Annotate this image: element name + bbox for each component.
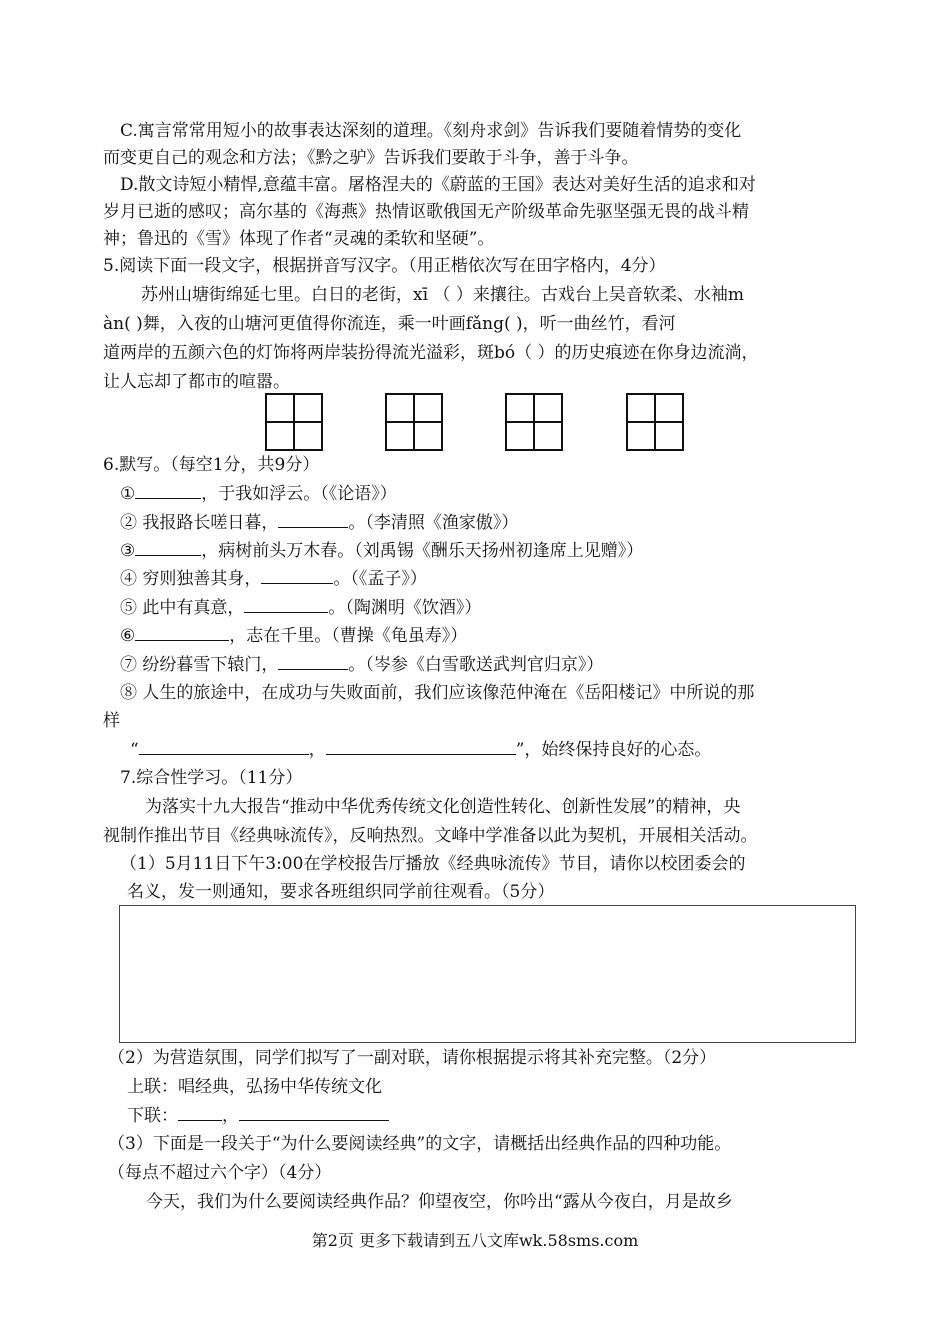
q6-item-3-suffix: ，病树前头万木春。（刘禹锡《酬乐天扬州初逢席上见赠》） (201, 541, 644, 561)
q7-sub1-line1: （1）5月11日下午3:00在学校报告厅播放《经典咏流传》节目，请你以校团委会的 (120, 854, 746, 874)
q6-item-3 (120, 538, 643, 564)
q5-paragraph-line3: 道两岸的五颜六色的灯饰将两岸装扮得流光溢彩，斑bó（ ）的历史痕迹在你身边流淌， (103, 343, 759, 363)
q6-item-7-prefix: ⑦ 纷纷暮雪下辕门， (120, 655, 279, 675)
page-footer: 第2页 更多下载请到五八文库wk.58sms.com (311, 1231, 639, 1250)
tianzige-box-1[interactable] (265, 393, 323, 451)
couplet-lower-comma: ， (222, 1106, 239, 1126)
q6-item-1-prefix: ① (120, 484, 136, 504)
q5-paragraph-line2: àn( )舞，入夜的山塘河更值得你流连，乘一叶画fǎng( )，听一曲丝竹，看河 (103, 314, 676, 334)
q7-intro-line2: 视制作推出节目《经典咏流传》，反响热烈。文峰中学准备以此为契机，开展相关活动。 (103, 826, 758, 846)
tianzige-box-3[interactable] (505, 393, 563, 451)
q6-item-4-prefix: ④ 穷则独善其身， (120, 569, 262, 589)
q7-sub3-line2: （每点不超过六个字）（4分） (108, 1163, 332, 1183)
q6-blank-2[interactable] (278, 510, 348, 528)
q6-blank-3[interactable] (135, 538, 201, 556)
couplet-blank-2[interactable] (239, 1103, 389, 1121)
q6-item-3-prefix: ③ (120, 541, 136, 561)
q6-item-1-suffix: ，于我如浮云。（《论语》） (201, 484, 397, 504)
couplet-upper: 上联：唱经典，弘扬中华传统文化 (127, 1077, 382, 1097)
q7-sub3-passage: 今天，我们为什么要阅读经典作品？仰望夜空，你吟出“露从今夜白，月是故乡 (146, 1192, 733, 1212)
couplet-lower-label: 下联： (127, 1106, 178, 1126)
couplet-blank-1[interactable] (178, 1103, 222, 1121)
q6-blank-5[interactable] (244, 595, 328, 613)
q6-item-7-suffix: 。（岑参《白雪歌送武判官归京》） (348, 655, 604, 675)
q7-sub1-line2: 名义，发一则通知，要求各班组织同学前往观看。（5分） (127, 882, 555, 902)
q4-option-d-line2: 岁月已逝的感叹；高尔基的《海燕》热情讴歌俄国无产阶级革命先驱坚强无畏的战斗精 (103, 202, 749, 222)
q4-option-d-line3: 神；鲁迅的《雪》体现了作者“灵魂的柔软和坚硬”。 (103, 229, 495, 249)
q5-paragraph-line1: 苏州山塘街绵延七里。白日的老街，xī （ ）来攘往。古戏台上吴音软柔、水袖m (141, 285, 744, 305)
q6-title: 6.默写。（每空1分，共9分） (103, 455, 320, 475)
q6-blank-8b[interactable] (326, 737, 516, 755)
q6-item-2-prefix: ② 我报路长嗟日暮， (120, 513, 279, 533)
q6-item-1 (120, 481, 397, 507)
q4-option-c-line2: 而变更自己的观念和方法；《黔之驴》告诉我们要敢于斗争，善于斗争。 (103, 148, 639, 168)
q6-item-5-prefix: ⑤ 此中有真意， (120, 598, 245, 618)
q6-item-8-close: ”，始终保持良好的心态。 (515, 740, 712, 760)
q6-item-8-line2: 样 (103, 711, 120, 731)
couplet-lower (127, 1103, 389, 1129)
q4-option-c-line1: C.寓言常常用短小的故事表达深刻的道理。《刻舟求剑》告诉我们要随着情势的变化 (120, 121, 742, 141)
q7-sub2-title: （2）为营造氛围，同学们拟写了一副对联，请你根据提示将其补充完整。（2分） (108, 1048, 717, 1068)
q5-paragraph-line4: 让人忘却了都市的喧嚣。 (103, 372, 290, 392)
q6-blank-8a[interactable] (139, 737, 309, 755)
q6-item-8-comma: ， (308, 740, 326, 760)
q6-item-8-open-quote: “ (130, 740, 139, 760)
tianzige-box-2[interactable] (385, 393, 443, 451)
q7-title: 7.综合性学习。（11分） (120, 768, 303, 788)
q7-sub3-line1: （3）下面是一段关于“为什么要阅读经典”的文字，请概括出经典作品的四种功能。 (108, 1134, 732, 1154)
q6-item-5 (120, 595, 481, 621)
q6-item-6-prefix: ⑥ (120, 626, 136, 646)
q4-option-d-line1: D.散文诗短小精悍,意蕴丰富。屠格涅夫的《蔚蓝的王国》表达对美好生活的追求和对 (120, 175, 756, 195)
q6-item-4-suffix: 。（《孟子》） (333, 569, 427, 589)
notice-answer-box[interactable] (119, 905, 856, 1043)
tianzige-box-4[interactable] (626, 393, 684, 451)
q7-intro-line1: 为落实十九大报告“推动中华优秀传统文化创造性转化、创新性发展”的精神，央 (145, 797, 741, 817)
q6-blank-1[interactable] (135, 481, 201, 499)
q6-blank-4[interactable] (261, 566, 333, 584)
q6-item-8-line3 (130, 737, 711, 763)
q6-item-2-suffix: 。（李清照《渔家傲》） (348, 513, 519, 533)
q6-item-6 (120, 623, 467, 649)
q5-title: 5.阅读下面一段文字，根据拼音写汉字。（用正楷依次写在田字格内，4分） (103, 256, 666, 276)
q6-item-2 (120, 510, 518, 536)
q6-blank-7[interactable] (278, 652, 348, 670)
q6-item-7 (120, 652, 603, 678)
q6-item-8-line1: ⑧ 人生的旅途中，在成功与失败面前，我们应该像范仲淹在《岳阳楼记》中所说的那 (120, 683, 755, 703)
q6-item-5-suffix: 。（陶渊明《饮酒》） (328, 598, 482, 618)
q6-blank-6[interactable] (135, 623, 229, 641)
q6-item-6-suffix: ，志在千里。（曹操《龟虽寿》） (229, 626, 468, 646)
q6-item-4 (120, 566, 427, 592)
